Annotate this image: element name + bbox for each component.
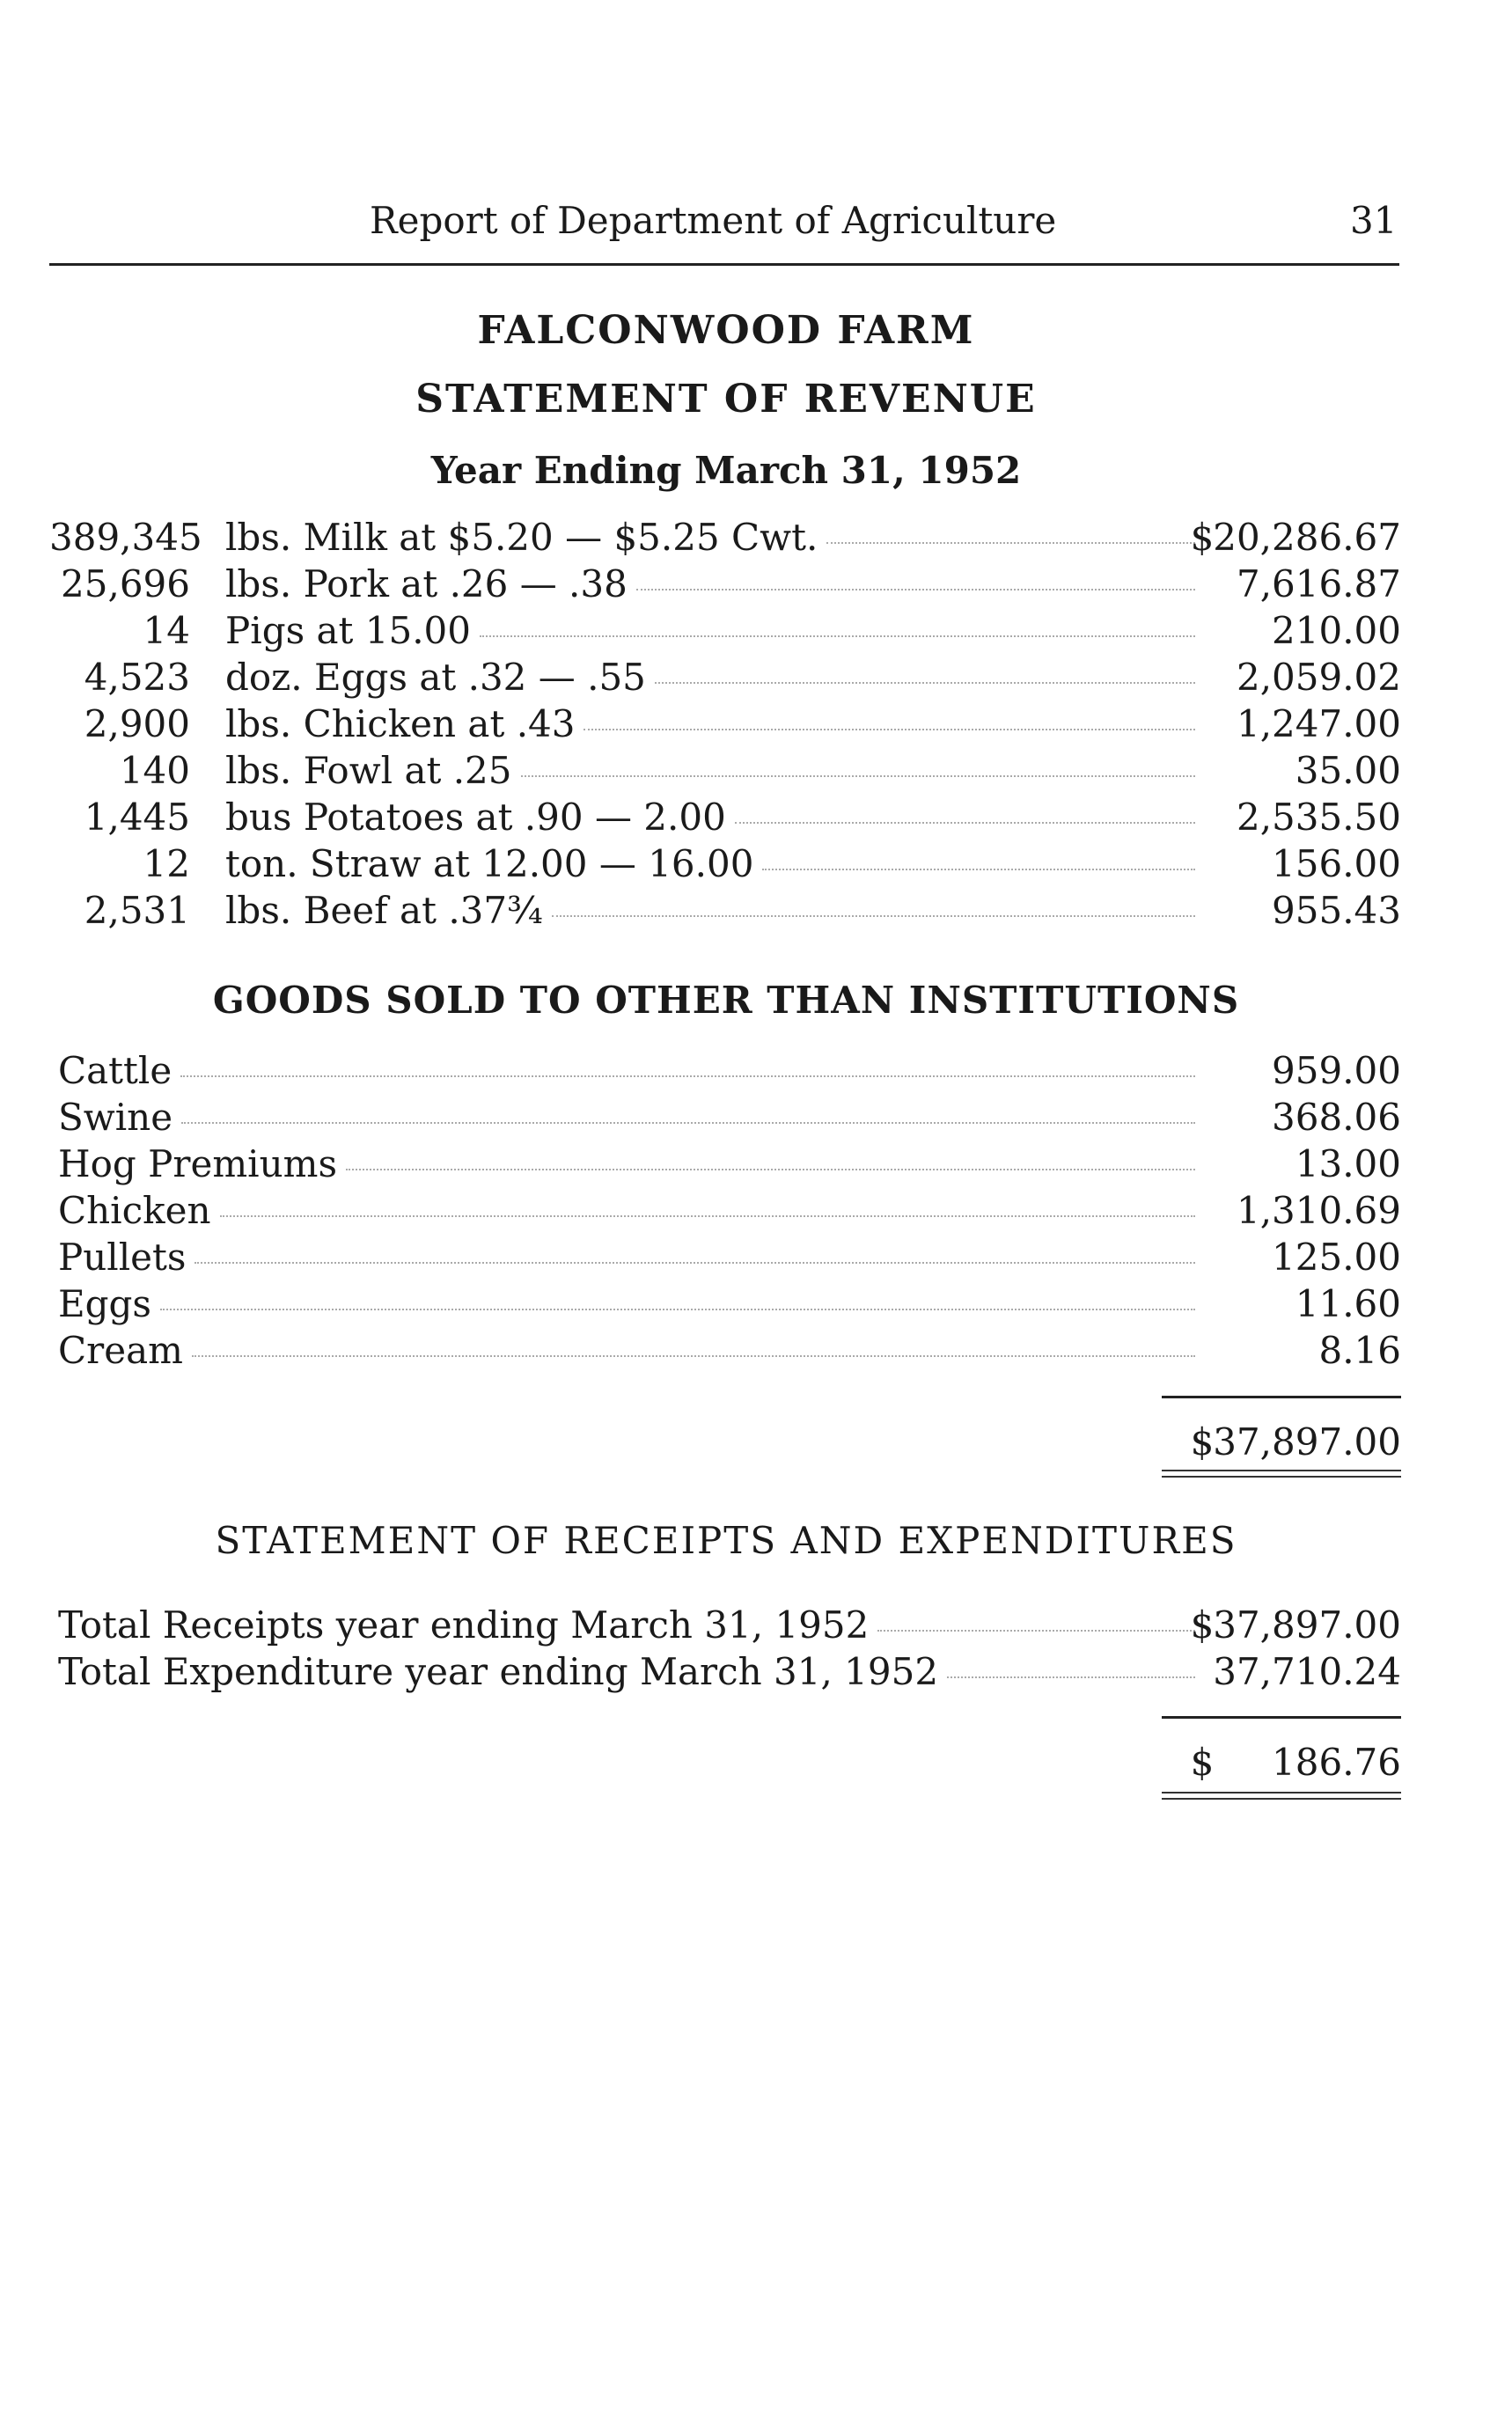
revenue-quantity: 25,696 xyxy=(61,562,190,605)
revenue-label: lbs. Pork at .26 — .38 xyxy=(225,562,628,605)
goods-amount: 125.00 xyxy=(1272,1236,1401,1279)
expenditure-row xyxy=(49,1648,1401,1695)
revenue-amount: 7,616.87 xyxy=(1236,562,1401,605)
goods-label: Eggs xyxy=(58,1282,151,1325)
goods-amount: 368.06 xyxy=(1272,1096,1401,1139)
revenue-amount: 955.43 xyxy=(1272,889,1401,932)
revenue-label: lbs. Milk at $5.20 — $5.25 Cwt. xyxy=(225,516,818,559)
grand-total-row xyxy=(49,1419,1401,1465)
total-rule xyxy=(1162,1396,1401,1398)
goods-label: Chicken xyxy=(58,1189,211,1232)
goods-amount: 11.60 xyxy=(1295,1282,1401,1325)
dollar-sign: $ xyxy=(1190,1741,1215,1784)
balance-row xyxy=(49,1739,1401,1786)
dollar-sign: $ xyxy=(1190,1603,1215,1647)
double-rule xyxy=(1162,1470,1401,1478)
page-number: 31 xyxy=(1350,199,1398,242)
goods-row xyxy=(49,1047,1401,1094)
revenue-quantity: 12 xyxy=(143,842,190,885)
leader-dots xyxy=(636,561,1195,590)
revenue-label: ton. Straw at 12.00 — 16.00 xyxy=(225,842,754,885)
expenditure-amount: 37,710.24 xyxy=(1213,1650,1401,1693)
revenue-label: lbs. Fowl at .25 xyxy=(225,749,512,792)
goods-amount: 959.00 xyxy=(1272,1049,1401,1092)
goods-row xyxy=(49,1280,1401,1327)
leader-dots xyxy=(762,840,1195,870)
goods-label: Hog Premiums xyxy=(58,1142,338,1185)
leader-dots xyxy=(160,1280,1195,1310)
double-rule xyxy=(1162,1792,1401,1800)
revenue-amount: 156.00 xyxy=(1272,842,1401,885)
revenue-row xyxy=(49,514,1401,561)
goods-row xyxy=(49,1141,1401,1187)
running-title: Report of Department of Agriculture xyxy=(370,199,1057,242)
revenue-label: lbs. Beef at .37¾ xyxy=(225,889,543,932)
receipts-heading: STATEMENT OF RECEIPTS AND EXPENDITURES xyxy=(215,1519,1237,1562)
revenue-quantity: 14 xyxy=(143,609,190,652)
goods-label: Cream xyxy=(58,1329,183,1372)
revenue-label: doz. Eggs at .32 — .55 xyxy=(225,656,646,699)
revenue-amount: 2,059.02 xyxy=(1236,656,1401,699)
revenue-quantity: 1,445 xyxy=(84,796,190,839)
goods-row xyxy=(49,1327,1401,1374)
receipts-amount: 37,897.00 xyxy=(1213,1603,1401,1647)
revenue-quantity: 389,345 xyxy=(49,516,202,559)
leader-dots xyxy=(826,514,1195,544)
revenue-row xyxy=(49,607,1401,654)
balance-amount: 186.76 xyxy=(1272,1741,1401,1784)
leader-dots xyxy=(192,1327,1195,1357)
balance-rule xyxy=(1162,1716,1401,1719)
farm-title: FALCONWOOD FARM xyxy=(477,308,975,353)
goods-heading: GOODS SOLD TO OTHER THAN INSTITUTIONS xyxy=(212,979,1240,1022)
revenue-amount: 2,535.50 xyxy=(1236,796,1401,839)
revenue-row xyxy=(49,840,1401,887)
goods-amount: 8.16 xyxy=(1318,1329,1401,1372)
year-subtitle: Year Ending March 31, 1952 xyxy=(430,449,1022,492)
dollar-sign: $ xyxy=(1190,516,1215,559)
goods-row xyxy=(49,1234,1401,1280)
receipts-label: Total Receipts year ending March 31, 1952 xyxy=(58,1603,870,1647)
leader-dots xyxy=(180,1047,1195,1077)
leader-dots xyxy=(877,1602,1195,1632)
revenue-quantity: 2,900 xyxy=(84,702,190,745)
goods-row xyxy=(49,1094,1401,1141)
leader-dots xyxy=(655,654,1195,684)
leader-dots xyxy=(181,1094,1195,1124)
revenue-quantity: 2,531 xyxy=(84,889,190,932)
goods-amount: 13.00 xyxy=(1295,1142,1401,1185)
revenue-quantity: 4,523 xyxy=(84,656,190,699)
dollar-sign: $ xyxy=(1190,1420,1215,1463)
leader-dots xyxy=(346,1141,1195,1170)
goods-row xyxy=(49,1187,1401,1234)
header-rule xyxy=(49,263,1399,266)
revenue-row xyxy=(49,887,1401,934)
leader-dots xyxy=(521,747,1196,777)
revenue-amount: 1,247.00 xyxy=(1236,702,1401,745)
leader-dots xyxy=(480,607,1195,637)
leader-dots xyxy=(220,1187,1196,1217)
revenue-row xyxy=(49,701,1401,747)
leader-dots xyxy=(735,794,1195,824)
statement-title: STATEMENT OF REVENUE xyxy=(415,377,1037,422)
revenue-row xyxy=(49,561,1401,607)
goods-label: Cattle xyxy=(58,1049,172,1092)
goods-label: Swine xyxy=(58,1096,173,1139)
revenue-label: bus Potatoes at .90 — 2.00 xyxy=(225,796,726,839)
revenue-amount: 35.00 xyxy=(1295,749,1401,792)
leader-dots xyxy=(584,701,1195,730)
revenue-row xyxy=(49,654,1401,701)
leader-dots xyxy=(195,1234,1195,1264)
revenue-amount: 20,286.67 xyxy=(1213,516,1401,559)
expenditure-label: Total Expenditure year ending March 31, 1952 xyxy=(58,1650,939,1693)
revenue-label: lbs. Chicken at .43 xyxy=(225,702,576,745)
leader-dots xyxy=(552,887,1195,917)
revenue-label: Pigs at 15.00 xyxy=(225,609,471,652)
leader-dots xyxy=(947,1648,1195,1678)
goods-label: Pullets xyxy=(58,1236,187,1279)
revenue-quantity: 140 xyxy=(119,749,190,792)
revenue-amount: 210.00 xyxy=(1272,609,1401,652)
revenue-row xyxy=(49,794,1401,840)
receipts-row xyxy=(49,1602,1401,1648)
goods-amount: 1,310.69 xyxy=(1236,1189,1401,1232)
grand-total-amount: 37,897.00 xyxy=(1213,1420,1401,1463)
revenue-row xyxy=(49,747,1401,794)
